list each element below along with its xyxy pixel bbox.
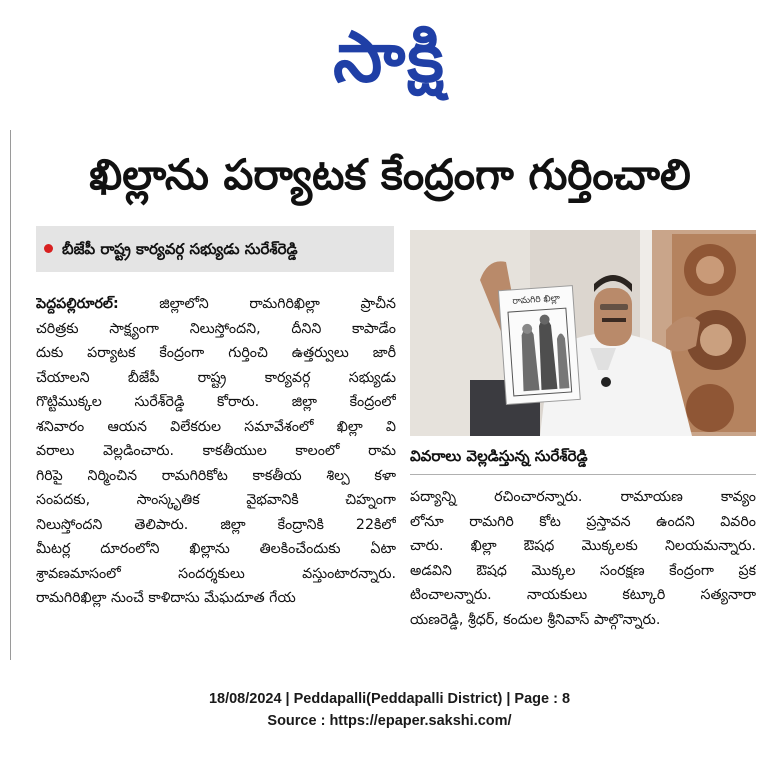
article-line: గిరిపై నిర్మించిన రామగిరికోట కాకతీయ శిల్ప కళా <box>36 467 396 484</box>
photo-illustration <box>410 230 756 436</box>
source-footer <box>0 688 779 732</box>
article-line <box>36 292 396 317</box>
article-headline: ఖిల్లాను పర్యాటక కేంద్రంగా గుర్తించాలి <box>89 150 691 199</box>
masthead-title: సాక్షి <box>333 16 446 98</box>
clipping-left-border <box>10 130 11 660</box>
article-line: దుకు పర్యాటక కేంద్రంగా గుర్తించి ఉత్తర్వులు జారీ <box>36 345 396 361</box>
caption-divider <box>410 474 756 475</box>
article-line: చరిత్రకు సాక్ష్యంగా నిలుస్తోందని, దీనిని కాపాడేం <box>36 320 396 337</box>
subheading-text: బీజేపీ రాష్ట్ర కార్యవర్గ సభ్యుడు సురేశ్‌రెడ్డి <box>62 240 298 258</box>
article-line: పద్యాన్ని రచించారన్నారు. రామాయణ కావ్యం <box>410 489 756 505</box>
article-right-column <box>410 485 756 632</box>
photo-caption: వివరాలు వెల్లడిస్తున్న సురేశ్‌రెడ్డి <box>410 447 588 465</box>
bullet-icon <box>44 244 53 253</box>
article-line: లోనూ రామగిరి కోట ప్రస్తావన ఉందని వివరిం <box>410 513 756 530</box>
article-line: మీటర్ల దూరంలోని ఖిల్లాను తిలకించేందుకు ఏటా <box>36 541 396 557</box>
article-line: గొట్టిముక్కల సురేశ్‌రెడ్డి కోరారు. జిల్లా కేంద్రంలో <box>36 394 396 410</box>
footer-source-line: Source : https://epaper.sakshi.com/ <box>267 713 512 729</box>
article-left-column <box>36 292 396 611</box>
first-line-text: జిల్లాలోని రామగిరిఖిల్లా ప్రాచీన <box>118 296 396 312</box>
article-line: చారు. ఖిల్లా ఔషధ మొక్కలకు నిలయమన్నారు. <box>410 538 756 554</box>
dateline: పెద్దపల్లిరూరల్‌: <box>36 296 119 312</box>
article-line: యణరెడ్డి, శ్రీధర్‌, కందుల శ్రీనివాస్‌ పాల్గొన్నారు. <box>410 611 661 628</box>
masthead-logo <box>0 14 779 100</box>
article-line: రామగిరిఖిల్లా నుంచే కాళిదాసు మేఘదూత గేయ <box>36 590 296 606</box>
article-line: టించాలన్నారు. నాయకులు కట్కూరి సత్యనారా <box>410 587 756 603</box>
article-line: శనివారం ఆయన విలేకరుల సమావేశంలో ఖిల్లా వి <box>36 418 396 435</box>
article-line: సంపదకు, సాంస్కృతిక వైభవానికి చిహ్నంగా <box>36 492 396 508</box>
article-line: అడవిని ఔషధ మొక్కల సంరక్షణ కేంద్రంగా ప్రక <box>410 562 756 579</box>
footer-date-line: 18/08/2024 | Peddapalli(Peddapalli District) | Page : 8 <box>208 691 571 707</box>
article-subheading <box>36 226 394 272</box>
article-line: నిలుస్తోందని తెలిపారు. జిల్లా కేంద్రానికి 22కిలో <box>36 516 396 533</box>
article-line: చేయాలని బీజేపీ రాష్ట్ర కార్యవర్గ సభ్యుడు <box>36 369 396 386</box>
article-photo <box>410 230 756 436</box>
article-line: వరాలు వెల్లడించారు. కాకతీయుల కాలంలో రామ <box>36 443 396 459</box>
article-line: శ్రావణమాసంలో సందర్శకులు వస్తుంటారన్నారు. <box>36 565 396 582</box>
sheet-title: రామగిరి ఖిల్లా <box>512 293 561 307</box>
